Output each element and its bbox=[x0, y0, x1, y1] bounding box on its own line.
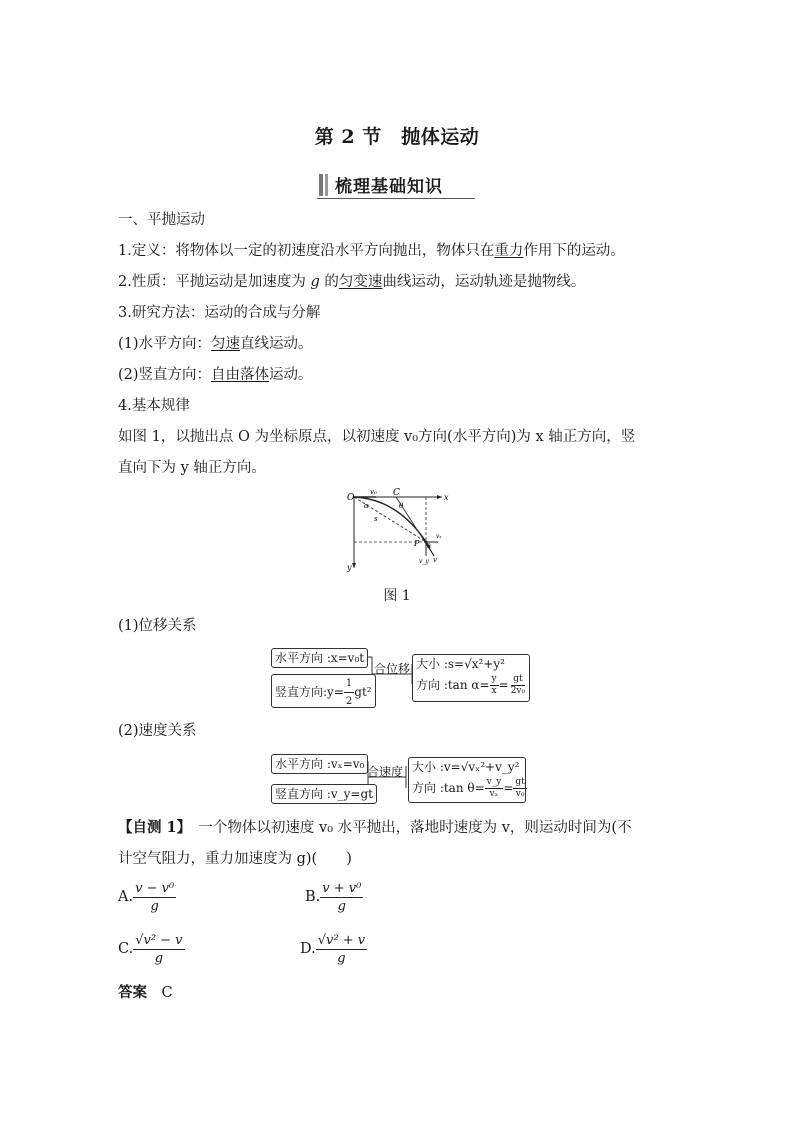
direction-line bbox=[416, 673, 526, 697]
text: (2)竖直方向： bbox=[118, 367, 212, 383]
numerator: y bbox=[491, 674, 497, 684]
vel-horizontal-box: 水平方向 :vₓ=v₀ bbox=[271, 754, 368, 774]
fraction bbox=[513, 777, 526, 800]
fraction bbox=[485, 777, 504, 800]
question-text: 一个物体以初速度 v₀ 水平抛出，落地时速度为 v，则运动时间为(不 bbox=[183, 820, 632, 836]
denominator: 2v₀ bbox=[510, 686, 526, 696]
banner-bar-icon bbox=[319, 174, 323, 196]
label-o: O bbox=[347, 493, 355, 503]
figure-caption: 图 1 bbox=[383, 588, 411, 604]
denominator: g bbox=[337, 951, 346, 966]
option-label: B. bbox=[305, 889, 321, 905]
label-vy: v_y bbox=[419, 558, 429, 565]
banner-bar-icon bbox=[325, 174, 328, 196]
option-c[interactable] bbox=[118, 932, 185, 967]
disp-result-box bbox=[412, 654, 530, 702]
question-tag: 【自测 1】 bbox=[118, 819, 184, 836]
text: gt² bbox=[354, 685, 372, 699]
velocity-heading: (2)速度关系 bbox=[118, 723, 197, 739]
text: 曲线运动，运动轨迹是抛物线。 bbox=[382, 274, 586, 290]
question-line-1 bbox=[118, 818, 632, 838]
symbol-g: g bbox=[310, 274, 320, 290]
denominator: v₀ bbox=[515, 789, 525, 799]
numerator: v + v⁰ bbox=[322, 881, 362, 896]
question-line-2: 计空气阻力，重力加速度为 g)( ) bbox=[118, 851, 352, 867]
magnitude-line: 大小 :s=√x²+y² bbox=[416, 657, 505, 671]
banner-text: 梳理基础知识 bbox=[335, 177, 443, 197]
projectile-figure bbox=[342, 486, 454, 576]
intro-line-1: 如图 1，以抛出点 O 为坐标原点，以初速度 v₀方向(水平方向)为 x 轴正方向，竖 bbox=[118, 429, 636, 445]
text: = bbox=[498, 678, 509, 692]
merge-label: 合速度 bbox=[367, 765, 404, 779]
section-banner bbox=[317, 170, 475, 199]
intro-line-2: 直向下为 y 轴正方向。 bbox=[118, 460, 266, 476]
merge-label: 合位移 bbox=[374, 662, 411, 676]
numerator: v_y bbox=[486, 777, 502, 787]
label-theta: θ bbox=[399, 502, 404, 510]
fraction bbox=[490, 674, 499, 697]
fraction bbox=[509, 674, 527, 697]
option-a[interactable] bbox=[118, 880, 176, 915]
option-fraction bbox=[133, 932, 184, 967]
text: 竖直方向:y= bbox=[275, 685, 344, 699]
option-fraction bbox=[316, 932, 367, 967]
disp-vertical-box bbox=[271, 674, 376, 708]
underlined-term: 自由落体 bbox=[211, 367, 270, 383]
underlined-term: 匀变速 bbox=[338, 274, 383, 290]
x-arrow-icon bbox=[437, 495, 442, 499]
text: 2.性质：平抛运动是加速度为 bbox=[118, 274, 311, 290]
label-y: y bbox=[347, 563, 352, 572]
answer-line bbox=[118, 983, 173, 1003]
disp-horizontal-box: 水平方向 :x=v₀t bbox=[271, 648, 368, 668]
numerator: gt bbox=[515, 777, 525, 787]
numerator: √v² + v bbox=[317, 933, 366, 948]
label-c: C bbox=[393, 488, 400, 498]
text: (1)水平方向： bbox=[118, 336, 212, 352]
option-label: A. bbox=[118, 889, 134, 905]
label-p: P bbox=[414, 539, 420, 548]
y-arrow-icon bbox=[352, 563, 356, 568]
underlined-term: 重力 bbox=[494, 243, 524, 259]
denominator: g bbox=[154, 951, 164, 966]
option-fraction bbox=[320, 880, 363, 915]
text: = bbox=[503, 781, 514, 795]
magnitude-line: 大小 :v=√vₓ²+v_y² bbox=[412, 760, 520, 774]
numerator: 1 bbox=[344, 675, 354, 693]
answer-label: 答案 bbox=[118, 984, 147, 1001]
underlined-term: 匀速 bbox=[211, 336, 241, 352]
option-label: D. bbox=[300, 941, 316, 957]
displacement-heading: (1)位移关系 bbox=[118, 618, 197, 634]
label-alpha: α bbox=[364, 502, 369, 510]
option-label: C. bbox=[118, 941, 134, 957]
label-v: v bbox=[433, 556, 437, 564]
text: 方向 :tan α= bbox=[416, 678, 490, 692]
definition-line bbox=[118, 241, 625, 261]
rules-heading: 4.基本规律 bbox=[118, 398, 190, 414]
text: 作用下的运动。 bbox=[523, 243, 625, 259]
label-x: x bbox=[444, 493, 449, 502]
denominator: g bbox=[337, 899, 346, 914]
vel-vertical-box: 竖直方向 :v_y=gt bbox=[271, 784, 377, 804]
numerator: √v² − v bbox=[135, 933, 183, 948]
denominator: g bbox=[150, 899, 159, 914]
text: 1.定义：将物体以一定的初速度沿水平方向抛出，物体只在 bbox=[118, 243, 495, 259]
option-fraction bbox=[133, 880, 176, 915]
text: 运动。 bbox=[269, 367, 313, 383]
label-s: s bbox=[374, 515, 378, 523]
horizontal-line bbox=[118, 334, 313, 354]
denominator: 2 bbox=[345, 696, 353, 707]
label-theta-p: θ bbox=[427, 543, 431, 550]
answer-value: C bbox=[161, 985, 173, 1001]
method-line: 3.研究方法：运动的合成与分解 bbox=[118, 305, 321, 321]
label-vx: vₓ bbox=[436, 533, 442, 540]
option-d[interactable] bbox=[300, 932, 367, 967]
label-v0: v₀ bbox=[370, 488, 377, 496]
fraction bbox=[344, 675, 354, 710]
numerator: gt bbox=[513, 674, 523, 684]
text: 的 bbox=[319, 274, 339, 290]
text: 直线运动。 bbox=[240, 336, 313, 352]
numerator: v − v⁰ bbox=[135, 881, 175, 896]
direction-line bbox=[412, 776, 525, 800]
vel-result-box bbox=[408, 757, 526, 803]
denominator: x bbox=[491, 686, 497, 696]
text: 方向 :tan θ= bbox=[412, 781, 485, 795]
denominator: vₓ bbox=[489, 789, 499, 799]
property-line bbox=[118, 272, 585, 292]
vertical-line bbox=[118, 365, 313, 385]
option-b[interactable] bbox=[305, 880, 363, 915]
page-title: 第 2 节 抛体运动 bbox=[314, 126, 480, 148]
section-heading: 一、平抛运动 bbox=[118, 212, 205, 228]
